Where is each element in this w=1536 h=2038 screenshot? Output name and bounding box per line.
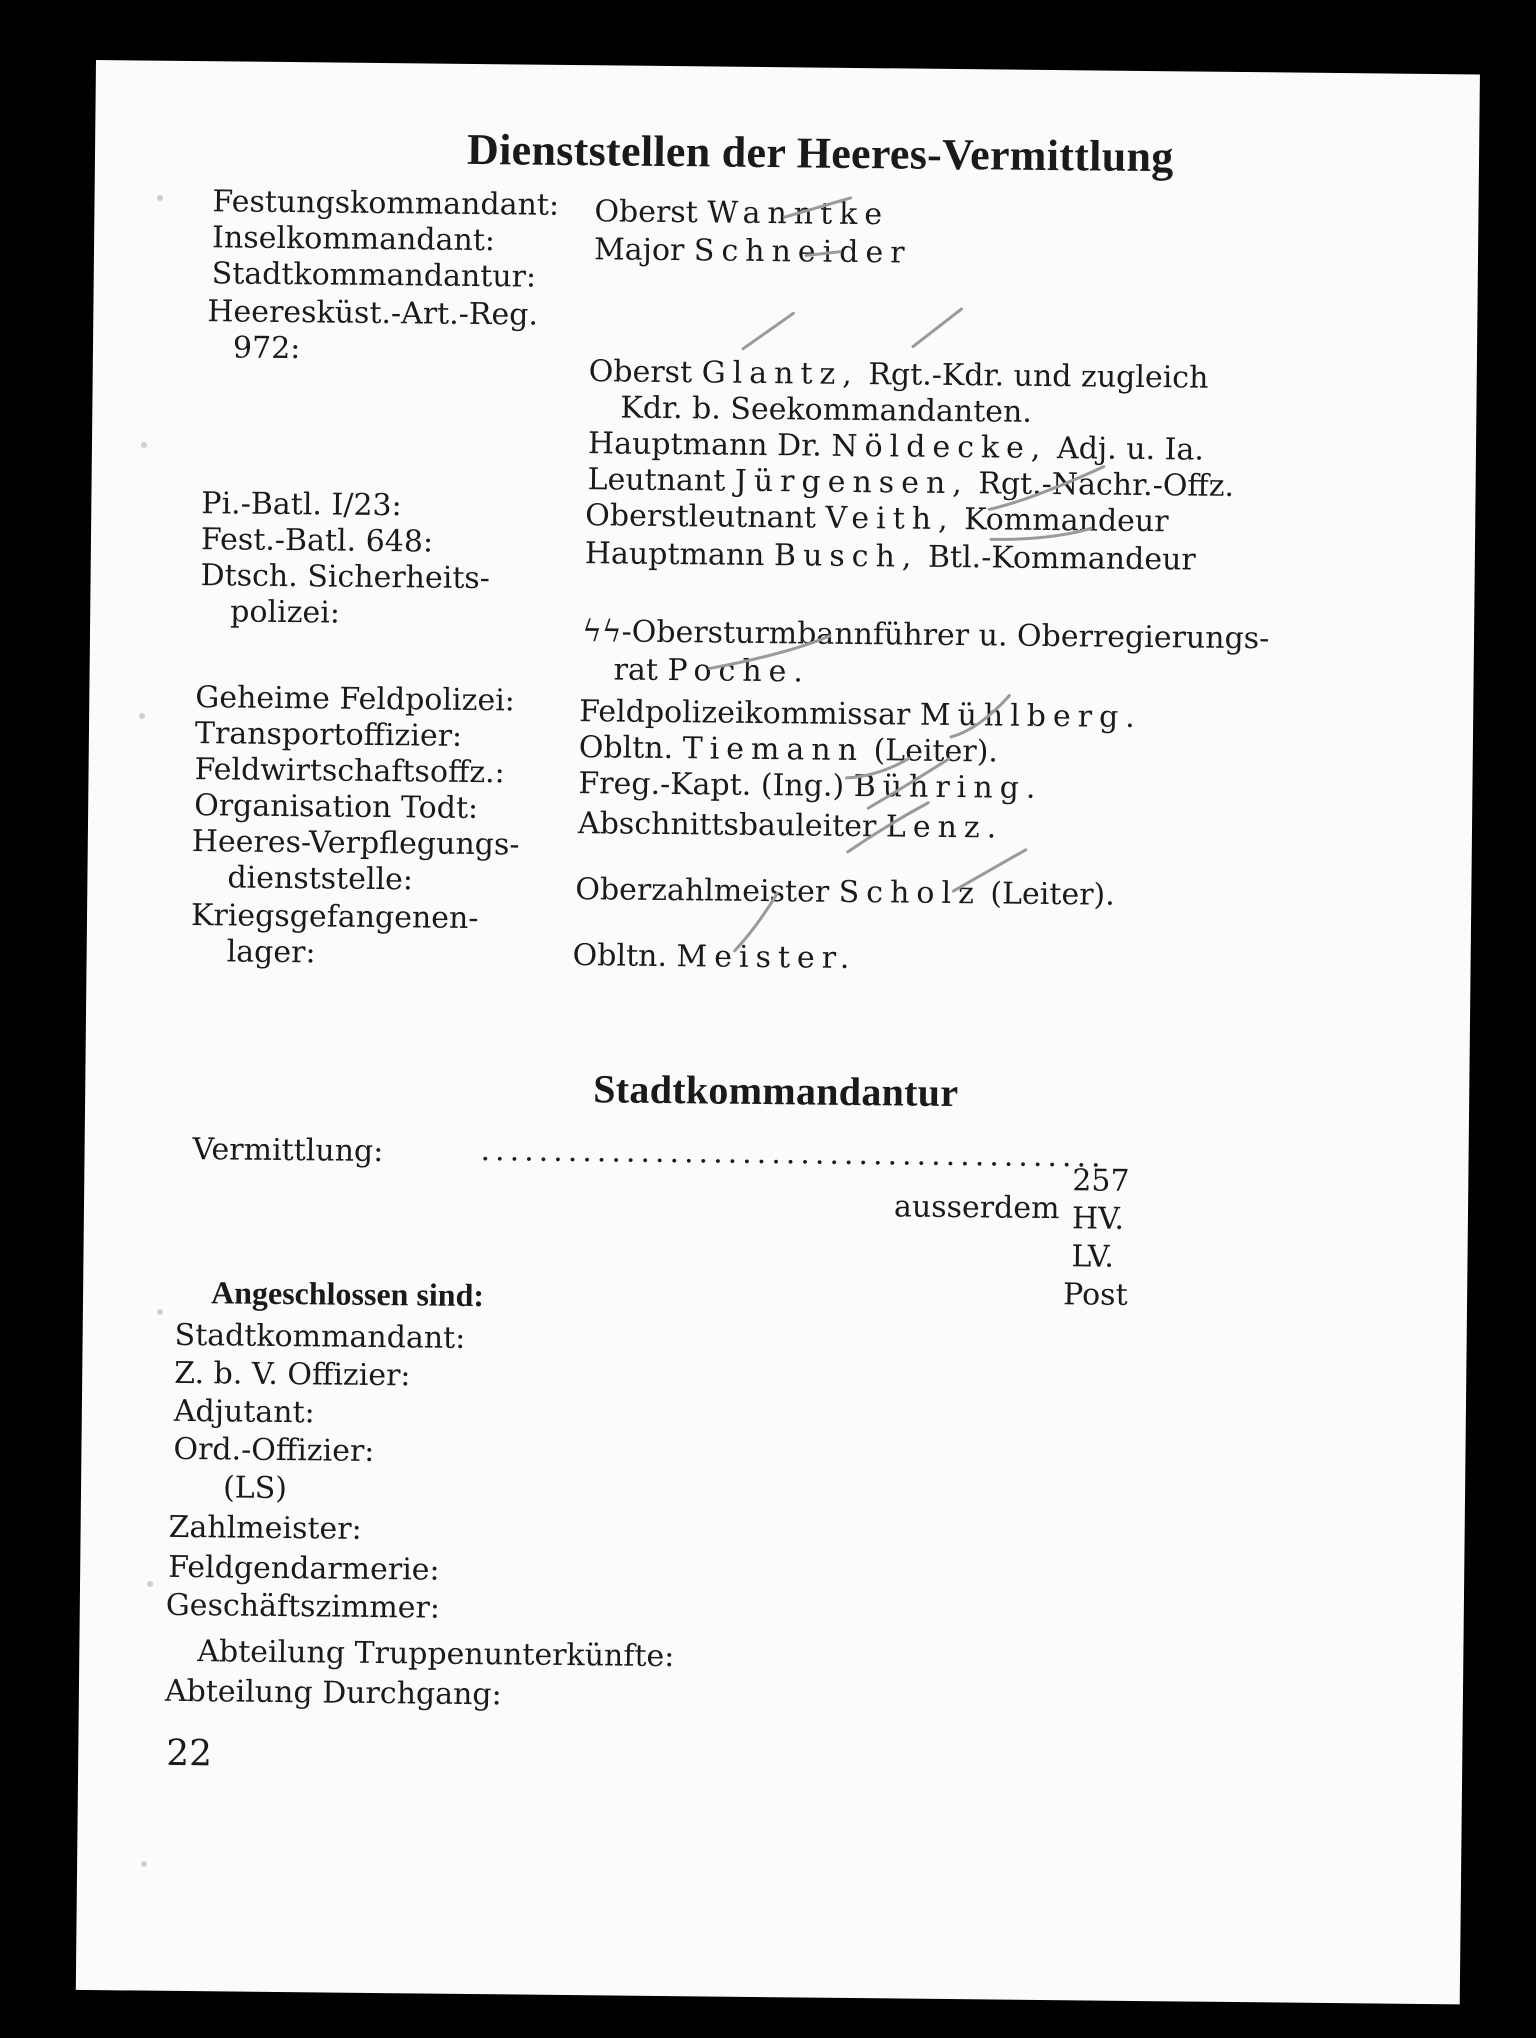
sipo-line-1: ϟϟ-Obersturmbannführer u. Oberregierungs-	[581, 614, 1270, 657]
pencil-tick-3	[743, 313, 793, 350]
value-organisation-todt: Abschnittsbauleiter Lenz.	[577, 806, 1004, 846]
label-transportoffizier: Transportoffizier:	[194, 716, 463, 754]
connected-durchgang: Abteilung Durchgang:	[164, 1673, 502, 1713]
connected-geschaeftszimmer: Geschäftszimmer:	[165, 1587, 441, 1626]
regiment-line-3: Hauptmann Dr. Nöldecke, Adj. u. Ia.	[587, 426, 1205, 468]
vermittlung-number: 257	[1072, 1163, 1130, 1199]
value-fest-batl: Hauptmann Busch, Btl.-Kommandeur	[584, 536, 1196, 578]
label-festungskommandant: Festungskommandant:	[212, 184, 560, 223]
connected-zbv-offizier: Z. b. V. Offizier:	[174, 1355, 411, 1394]
connected-heading: Angeschlossen sind:	[210, 1274, 485, 1314]
value-inselkommandant: Major Schneider	[593, 232, 912, 271]
label-kgf-2: lager:	[226, 934, 316, 971]
label-vermittlung: Vermittlung:	[192, 1132, 384, 1170]
label-geheime-feldpolizei: Geheime Feldpolizei:	[195, 680, 516, 719]
section-title-stadtkommandantur: Stadtkommandantur	[593, 1066, 959, 1116]
label-verpflegung-1: Heeres-Verpflegungs-	[191, 824, 520, 863]
connected-adjutant: Adjutant:	[173, 1393, 315, 1431]
label-sipo-1: Dtsch. Sicherheits-	[200, 558, 491, 597]
value-verpflegung: Oberzahlmeister Scholz (Leiter).	[575, 872, 1115, 913]
regiment-line-2: Kdr. b. Seekommandanten.	[620, 390, 1033, 430]
page-number: 22	[166, 1732, 213, 1775]
page-title: Dienststellen der Heeres-Vermittlung	[466, 124, 1174, 182]
value-feldwirtschaftsoffz: Freg.-Kapt. (Ing.) Bühring.	[578, 766, 1043, 806]
label-regiment-1: Heeresküst.-Art.-Reg.	[207, 294, 539, 333]
value-transportoffizier: Obltn. Tiemann (Leiter).	[578, 730, 999, 770]
document-page	[76, 60, 1480, 2004]
connected-ls: (LS)	[222, 1470, 288, 1507]
connected-stadtkommandant: Stadtkommandant:	[174, 1317, 466, 1356]
label-inselkommandant: Inselkommandant:	[211, 220, 496, 259]
sipo-line-2: rat Poche.	[613, 652, 811, 690]
pencil-tick-4	[913, 309, 961, 348]
label-feldwirtschaftsoffz: Feldwirtschaftsoffz.:	[194, 752, 505, 791]
label-organisation-todt: Organisation Todt:	[194, 788, 479, 827]
extra-line-lv: LV.	[1071, 1239, 1115, 1275]
connected-feldgendarmerie: Feldgendarmerie:	[168, 1549, 440, 1588]
value-kgf: Obltn. Meister.	[572, 938, 857, 977]
label-pi-batl: Pi.-Batl. I/23:	[201, 486, 402, 524]
label-regiment-2: 972:	[232, 330, 301, 367]
label-fest-batl: Fest.-Batl. 648:	[200, 522, 434, 560]
label-verpflegung-2: dienststelle:	[227, 860, 414, 898]
value-festungskommandant: Oberst Wanntke	[594, 194, 890, 233]
connected-zahlmeister: Zahlmeister:	[168, 1509, 362, 1547]
regiment-line-4: Leutnant Jürgensen, Rgt.-Nachr.-Offz.	[587, 462, 1235, 504]
connected-ord-offizier: Ord.-Offizier:	[173, 1431, 375, 1469]
extra-line-post: Post	[1062, 1277, 1128, 1313]
regiment-line-1: Oberst Glantz, Rgt.-Kdr. und zugleich	[588, 354, 1209, 396]
label-stadtkommandantur: Stadtkommandantur:	[211, 256, 537, 295]
label-ausserdem: ausserdem	[893, 1189, 1060, 1227]
connected-truppenunterkuenfte: Abteilung Truppenunterkünfte:	[197, 1634, 675, 1675]
label-kgf-1: Kriegsgefangenen-	[190, 898, 479, 937]
leader-dots: ...........................................	[480, 1133, 1106, 1175]
extra-line-hv: HV.	[1071, 1201, 1125, 1237]
label-sipo-2: polizei:	[230, 594, 341, 631]
value-geheime-feldpolizei: Feldpolizeikommissar Mühlberg.	[579, 694, 1142, 735]
value-pi-batl: Oberstleutnant Veith, Kommandeur	[585, 498, 1169, 540]
